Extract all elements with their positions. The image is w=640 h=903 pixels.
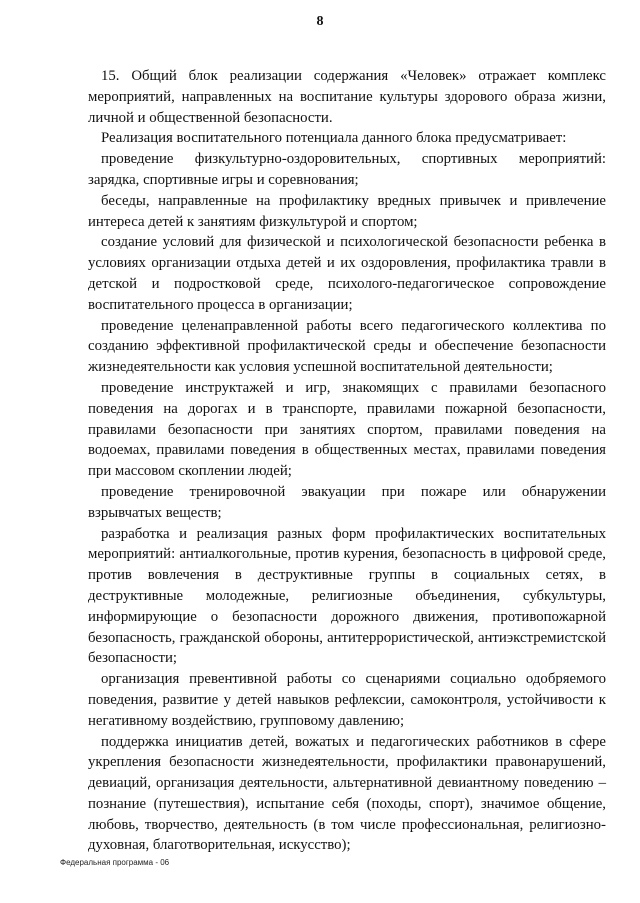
- page-number: 8: [316, 14, 324, 29]
- paragraph-block-intro: 15. Общий блок реализации содержания «Человек» отражает комплекс мероприятий, направленных на воспитание культуры здорового образа жизни, личной и общественной безопасности.: [88, 68, 606, 126]
- footer-label: Федеральная программа - 06: [60, 858, 170, 867]
- list-item-initiative-support: поддержка инициатив детей, вожатых и педагогических работников в сфере укрепления безопасности жизнедеятельности, профилактики правонарушений, девиаций, организация деятельности, альтернативной девиантному поведению – познание (путешествия), испытание себя (походы, спорт), значимое общение, любовь, творчество, деятельность (в том числе профессиональная, религиозно-духовная, благотворительная, искусство);: [88, 733, 606, 854]
- list-item-safety-conditions: создание условий для физической и психологической безопасности ребенка в условиях организации отдыха детей и их оздоровления, профилактика травли в детской и подростковой среде, психолого-педагогическое сопровождение воспитательного процесса в организации;: [88, 234, 606, 313]
- list-item-prevention-forms: разработка и реализация разных форм профилактических воспитательных мероприятий: антиалкогольные, против курения, безопасность в цифровой среде, против вовлечения в деструктивные группы в социальных сетях, в деструктивные молодежные, религиозные объединения, субкультуры, информирующие о безопасности дорожного движения, противопожарной безопасность, гражданской обороны, антитеррористической, антиэкстремистской безопасности;: [88, 525, 606, 667]
- list-item-sports-events: проведение физкультурно-оздоровительных, спортивных мероприятий: зарядка, спортивные игры и соревнования;: [88, 151, 606, 188]
- list-item-evacuation-drill: проведение тренировочной эвакуации при пожаре или обнаружении взрывчатых веществ;: [88, 483, 606, 521]
- list-item-conversations: беседы, направленные на профилактику вредных привычек и привлечение интереса детей к занятиям физкультурой и спортом;: [88, 192, 606, 230]
- paragraph-implementation-intro: Реализация воспитательного потенциала данного блока предусматривает:: [101, 130, 567, 147]
- document-body: [88, 66, 606, 856]
- list-item-prevention-work: проведение целенаправленной работы всего педагогического коллектива по созданию эффективной профилактической среды и обеспечение безопасности жизнедеятельности как условия успешной воспитательной деятельности;: [88, 317, 606, 376]
- list-item-preventive-scenarios: организация превентивной работы со сценариями социально одобряемого поведения, развитие у детей навыков рефлексии, самоконтроля, устойчивости к негативному воздействию, групповому давлению;: [88, 671, 606, 729]
- list-item-safety-briefings: проведение инструктажей и игр, знакомящих с правилами безопасного поведения на дорогах и в транспорте, правилами пожарной безопасности, правилами безопасности при занятиях спортом, правилами поведения на водоемах, правилами поведения в общественных местах, правилами поведения при массовом скоплении людей;: [88, 379, 606, 480]
